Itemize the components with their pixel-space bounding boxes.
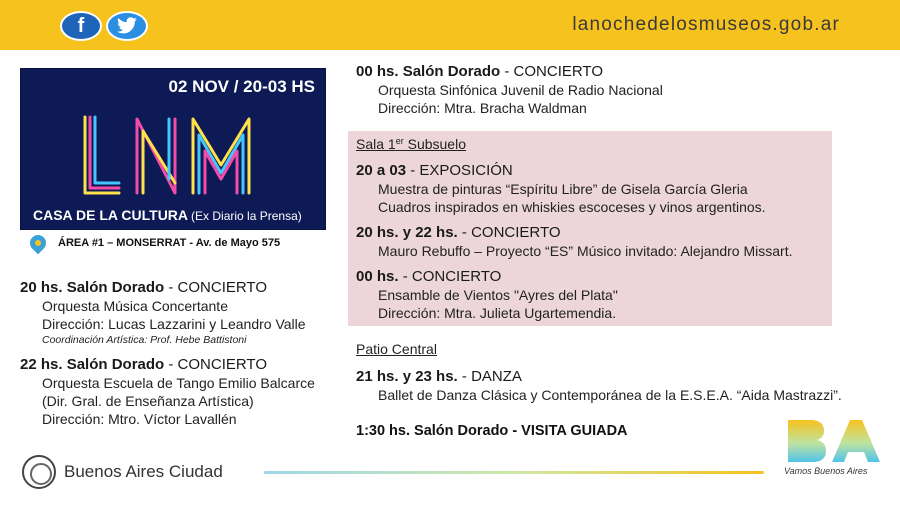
- patio-section-title: Patio Central: [356, 341, 437, 357]
- footer-divider: [264, 471, 764, 474]
- twitter-icon[interactable]: [106, 11, 148, 41]
- event-item: 20 hs. y 22 hs. - CONCIERTO Mauro Rebuffo – Proyecto “ES” Músico invitado: Alejandro Missart.: [356, 224, 793, 259]
- twitter-bird-icon: [116, 17, 138, 35]
- location-pin-icon: [27, 232, 50, 255]
- event-item: 20 hs. Salón Dorado - CONCIERTO Orquesta Música Concertante Dirección: Lucas Lazzarini y Leandro Valle Coordinación Artística: Prof. Hebe Battistoni: [20, 279, 306, 346]
- guided-visit: 1:30 hs. Salón Dorado - VISITA GUIADA: [356, 423, 628, 439]
- event-item: 21 hs. y 23 hs. - DANZA Ballet de Danza Clásica y Contemporánea de la E.S.E.A. “Aida Mastrazzi”.: [356, 368, 842, 403]
- city-name: Buenos Aires Ciudad: [64, 462, 223, 481]
- top-bar: [0, 0, 900, 50]
- event-banner: [20, 68, 326, 230]
- event-item: 00 hs. Salón Dorado - CONCIERTO Orquesta Sinfónica Juvenil de Radio Nacional Dirección: Mtra. Bracha Waldman: [356, 63, 663, 116]
- ba-logo-mark: [784, 416, 880, 464]
- city-seal-icon: [22, 455, 56, 489]
- location-address: ÁREA #1 – MONSERRAT - Av. de Mayo 575: [58, 237, 281, 249]
- banner-venue: CASA DE LA CULTURA (Ex Diario la Prensa): [33, 207, 302, 223]
- facebook-icon[interactable]: f: [60, 11, 102, 41]
- banner-date: 02 NOV / 20-03 HS: [168, 77, 315, 96]
- event-item: 20 a 03 - EXPOSICIÓN Muestra de pinturas “Espíritu Libre” de Gisela García Gleria Cuadros inspirados en whiskies escoceses y vinos argentinos.: [356, 162, 766, 215]
- event-item: 00 hs. - CONCIERTO Ensamble de Vientos "Ayres del Plata" Dirección: Mtra. Julieta Ugartemendia.: [356, 268, 618, 321]
- event-item: 22 hs. Salón Dorado - CONCIERTO Orquesta Escuela de Tango Emilio Balcarce (Dir. Gral. de Enseñanza Artística) Dirección: Mtro. Víctor Lavallén: [20, 356, 315, 427]
- site-url[interactable]: lanochedelosmuseos.gob.ar: [572, 14, 840, 35]
- ba-logo: [784, 416, 880, 476]
- lnm-logo: [79, 113, 269, 201]
- sala-section-title: Sala 1er Subsuelo: [356, 136, 466, 152]
- ba-tagline: Vamos Buenos Aires: [784, 466, 868, 476]
